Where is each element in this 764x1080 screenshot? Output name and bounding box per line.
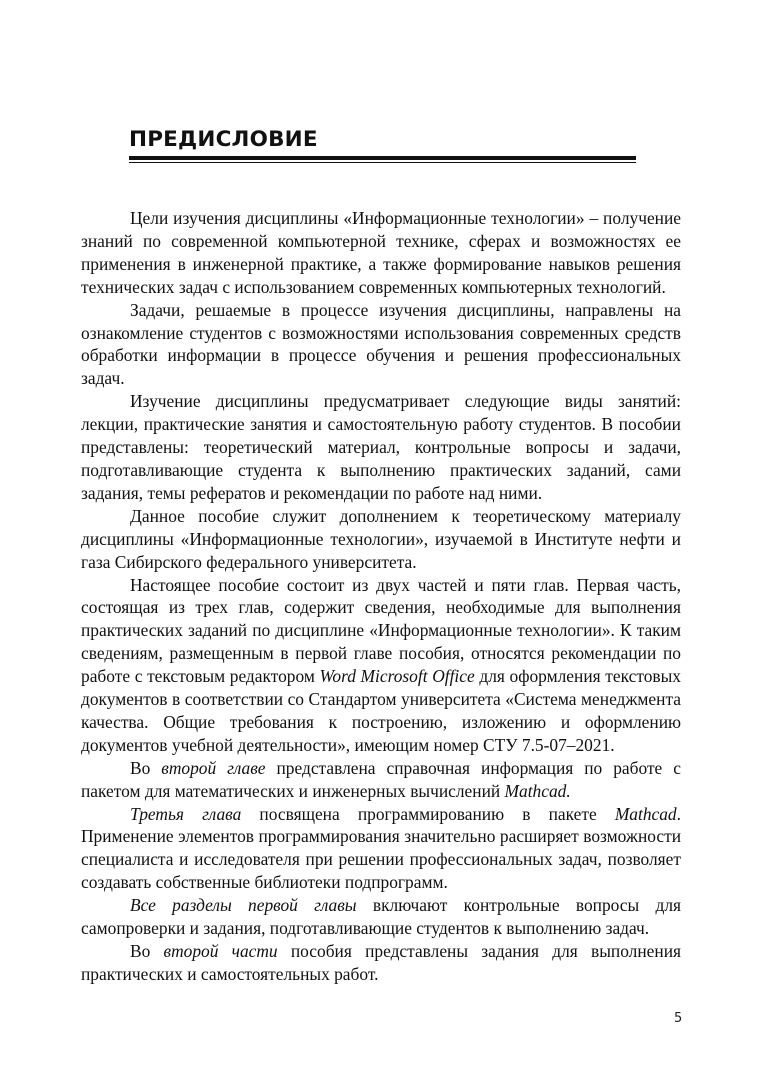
text-run: Во <box>130 757 162 778</box>
text-run: представлена справочная информация по работе с пакетом для математических и инженерных вычислений <box>81 757 681 801</box>
title-underline-thick <box>129 156 636 160</box>
emphasis-run: второй части <box>163 941 278 961</box>
page-title: ПРЕДИСЛОВИЕ <box>129 127 318 152</box>
emphasis-run: Все разделы первой главы <box>130 895 357 916</box>
emphasis-run: второй главе <box>161 757 266 778</box>
page-number: 5 <box>674 1011 683 1026</box>
paragraph-chapter-three <box>81 803 681 895</box>
emphasis-run: Третья глава <box>130 803 242 824</box>
preface-body <box>81 207 681 986</box>
emphasis-run: Word Microsoft Office <box>319 666 475 687</box>
text-run: для оформления текстовых документов в соответствии со Стандартом университета «Система менеджмента качества. Общие требования к построению, изложению и оформлению документов учебной деятельности», имеющим номер СТУ 7.5-07–2021. <box>81 666 681 755</box>
paragraph-control-questions <box>81 894 681 940</box>
title-underline-thin <box>129 162 636 163</box>
paragraph-structure <box>81 574 681 757</box>
text-run: . Применение элементов программирования значительно расширяет возможности специалиста и исследователя при решении профессиональных задач, позволяет создавать собственные библиотеки подпрограмм. <box>81 803 681 893</box>
emphasis-run: Mathcad. <box>504 780 571 801</box>
paragraph-activities: Изучение дисциплины предусматривает следующие виды занятий: лекции, практические занятия и самостоятельную работу студентов. В пособии представлены: теоретический материал, контрольные вопросы и задачи, подготавливающие студента к выполнению практических заданий, сами задания, темы рефератов и рекомендации по работе над ними. <box>81 391 681 503</box>
text-run: включают контрольные вопросы для самопроверки и задания, подготавливающие студентов к выполнению задач. <box>81 895 682 939</box>
emphasis-run: Mathcad <box>614 803 677 824</box>
paragraph-supplement: Данное пособие служит дополнением к теоретическому материалу дисциплины «Информационные технологии», изучаемой в Институте нефти и газа Сибирского федерального университета. <box>81 505 681 572</box>
text-run: пособия представлены задания для выполнения практических и самостоятельных работ. <box>81 941 682 984</box>
text-run: посвящена программированию в пакете <box>241 803 615 824</box>
text-run: Во <box>130 941 164 961</box>
paragraph-chapter-two <box>81 757 681 803</box>
paragraph-tasks: Задачи, решаемые в процессе изучения дисциплины, направлены на ознакомление студентов с возможностями использования современных средств обработки информации в процессе обучения и решения профессиональных задач. <box>81 299 681 389</box>
text-run: Настоящее пособие состоит из двух частей и пяти глав. Первая часть, состоящая из трех глав, содержит сведения, необходимые для выполнения практических заданий по дисциплине «Информационные технологии». К таким сведениям, размещенным в первой главе пособия, относятся рекомендации по работе с текстовым редактором <box>81 574 681 687</box>
paragraph-goals: Цели изучения дисциплины «Информационные технологии» – получение знаний по современной компьютерной технике, сферах и возможностях ее применения в инженерной практике, а также формирование навыков решения технических задач с использованием современных компьютерных технологий. <box>81 208 681 297</box>
paragraph-part-two <box>81 940 681 986</box>
